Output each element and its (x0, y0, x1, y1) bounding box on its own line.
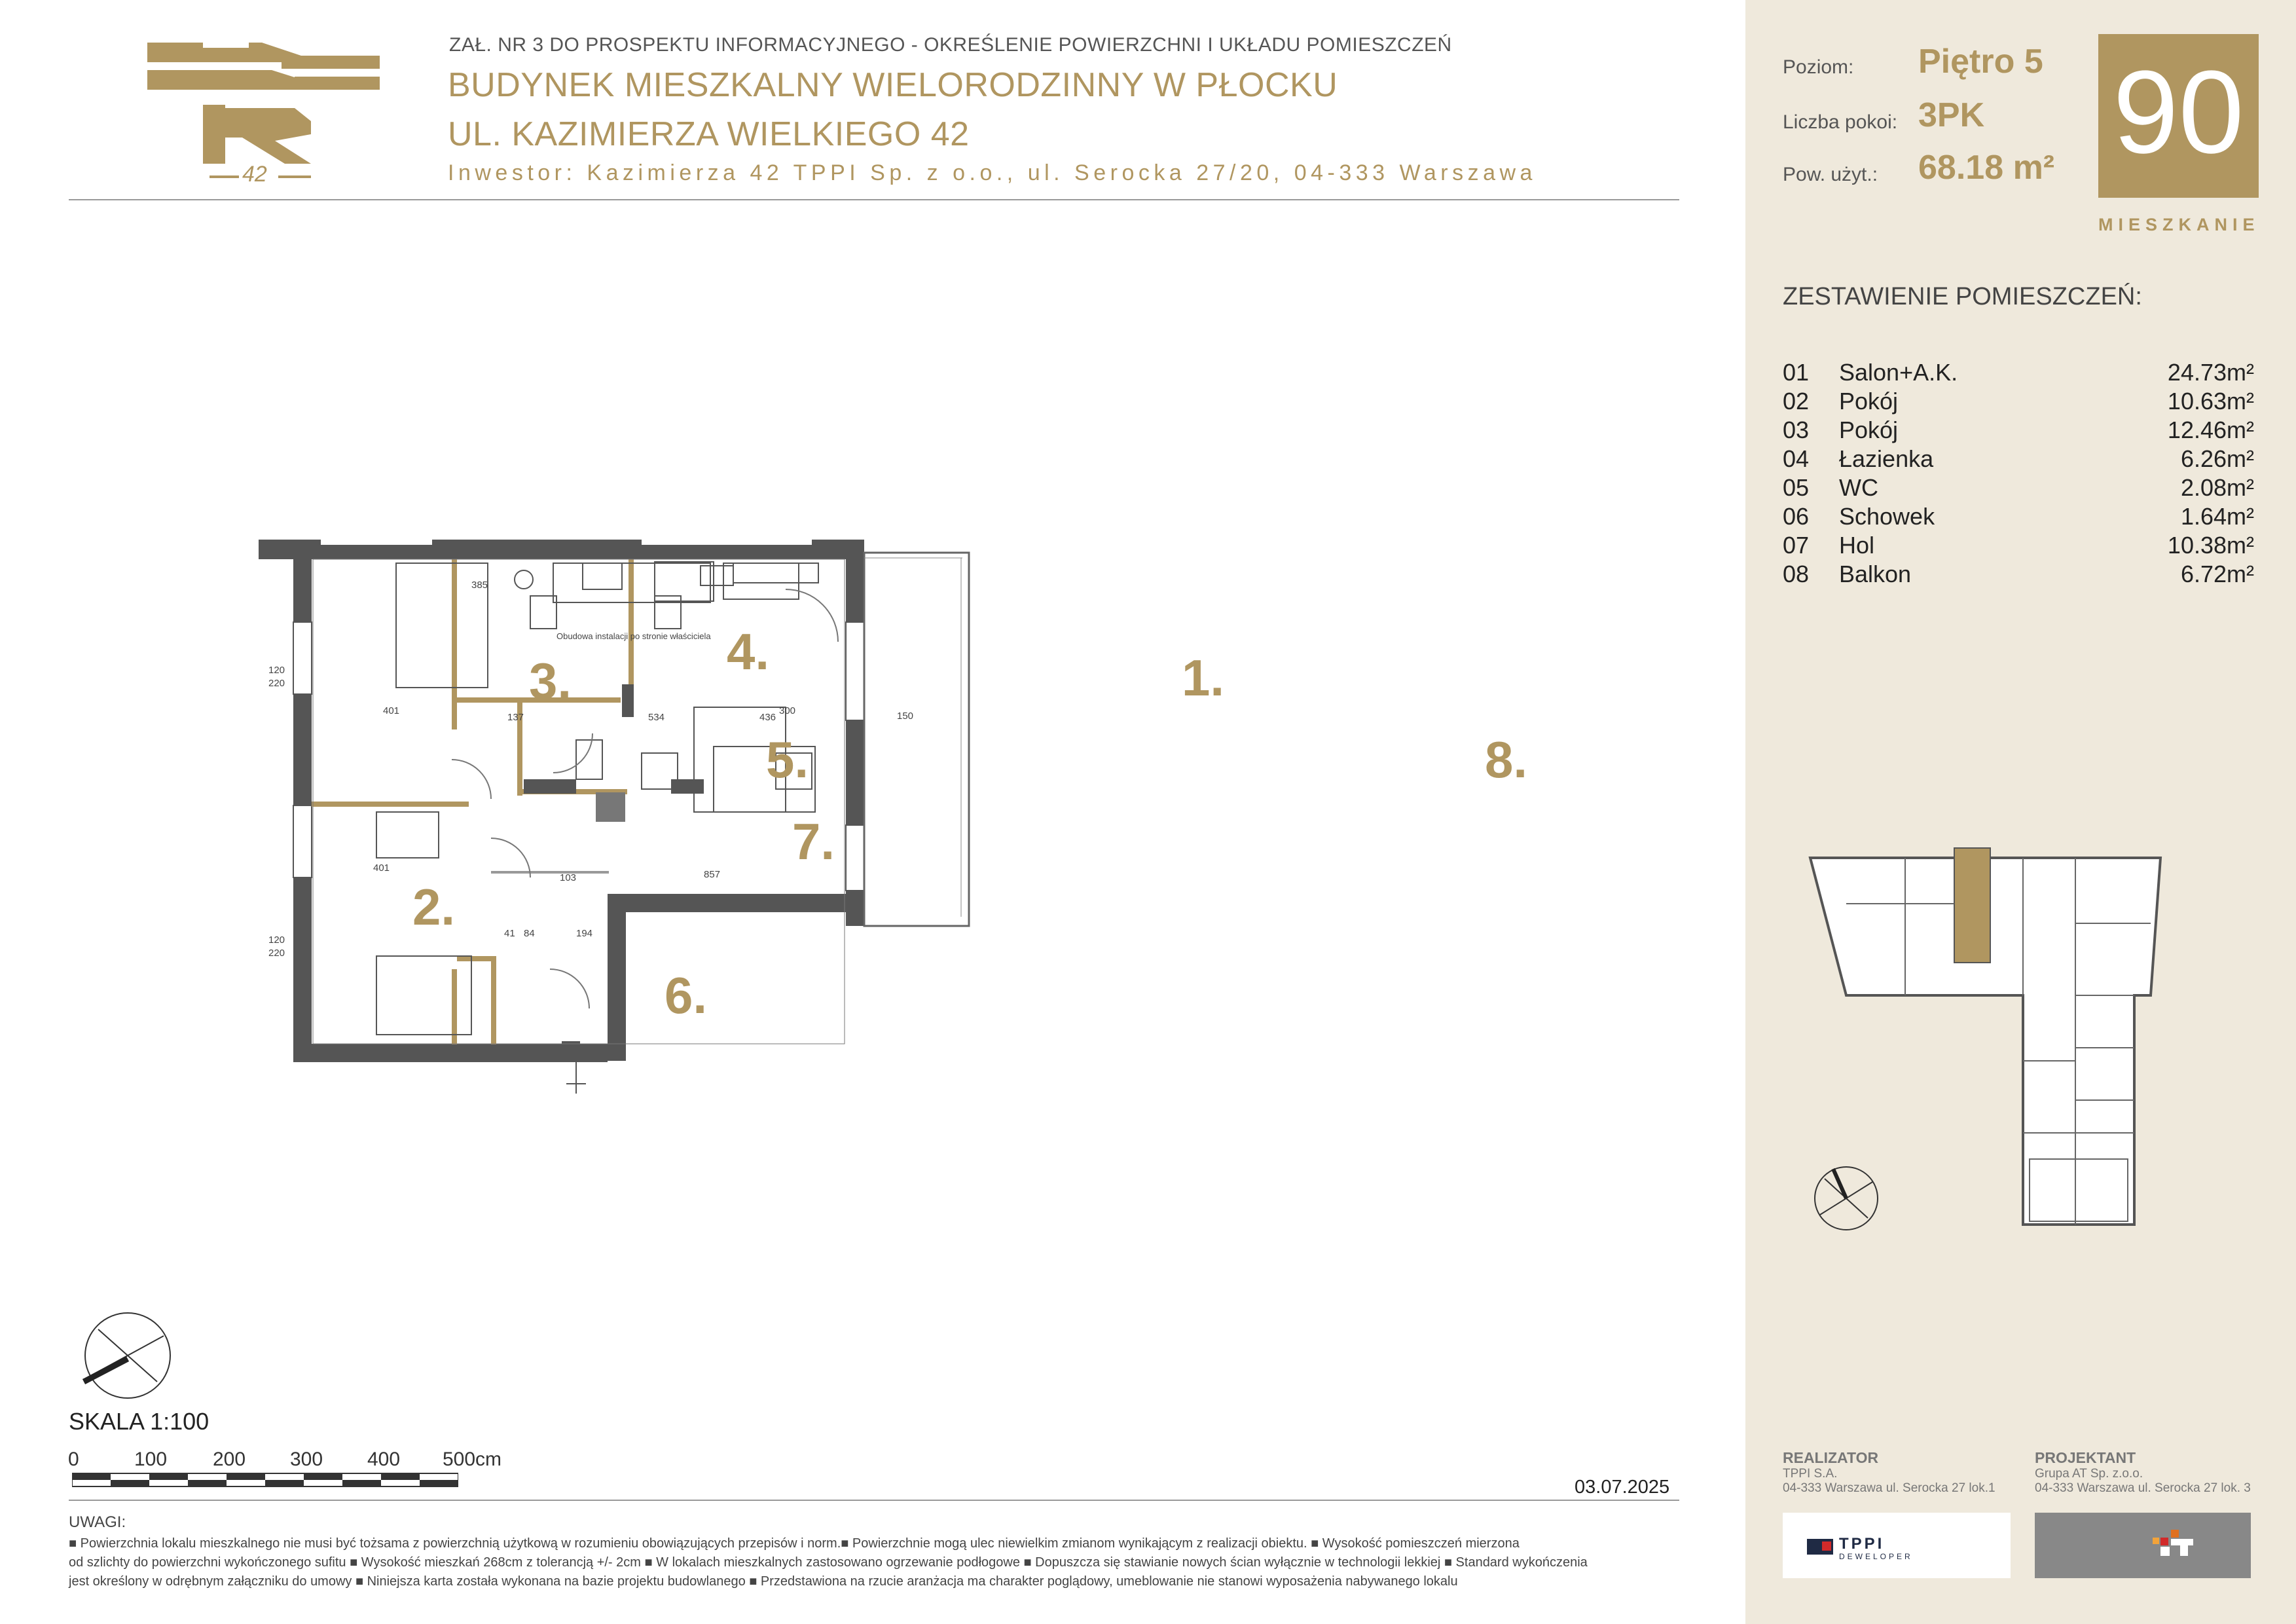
scale-bar (72, 1472, 458, 1488)
plan-label-room-6: 6. (665, 967, 708, 1024)
rooms-title: ZESTAWIENIE POMIESZCZEŃ: (1783, 283, 2142, 310)
scale-tick-300: 300 (290, 1449, 323, 1470)
notes-line-1: ■ Powierzchnia lokalu mieszkalnego nie musi być tożsama z powierzchnią użytkową w rozumieniu obowiązujących przepisów i norm.■ Powierzchnie mogą ulec niewielkim zmianom wynikającym z realizacji obiektu. ■ Wysokość pomieszczeń mierzona (69, 1536, 1520, 1551)
logo (137, 36, 386, 187)
level-label: Poziom: (1783, 56, 1854, 78)
level-value: Piętro 5 (1918, 43, 2043, 81)
svg-text:220: 220 (268, 948, 285, 959)
plan-label-room-7: 7. (792, 813, 835, 870)
area-value: 68.18 m² (1918, 149, 2055, 187)
building-title: BUDYNEK MIESZKALNY WIELORODZINNY W PŁOCKU (448, 66, 1338, 104)
svg-text:137: 137 (507, 712, 524, 723)
sidebar-panel (1745, 0, 2296, 1624)
svg-text:857: 857 (704, 869, 721, 880)
tppi-logo-text: TPPI (1839, 1535, 1885, 1553)
installation-note: Obudowa instalacji po stronie właściciela (556, 631, 711, 641)
room-row-8: 08 Balkon 6.72m² (1783, 561, 2254, 587)
area-label: Pow. użyt.: (1783, 164, 1878, 185)
apartment-number: 90 (2113, 46, 2244, 178)
floor-plan-drawing (236, 524, 982, 1100)
room-row-6: 06 Schowek 1.64m² (1783, 503, 2254, 530)
key-plan-compass (1810, 1162, 1882, 1234)
scale-bar-graphic (72, 1472, 458, 1488)
footer-divider (69, 1500, 1679, 1501)
svg-text:220: 220 (268, 678, 285, 689)
room-row-2: 02 Pokój 10.63m² (1783, 388, 2254, 415)
svg-text:534: 534 (648, 712, 665, 723)
svg-text:436: 436 (759, 712, 776, 723)
scale-tick-200: 200 (213, 1449, 246, 1470)
room-row-1: 01 Salon+A.K. 24.73m² (1783, 359, 2254, 386)
svg-text:194: 194 (576, 928, 593, 939)
realizator-address: 04-333 Warszawa ul. Serocka 27 lok.1 (1783, 1481, 1995, 1495)
room-row-3: 03 Pokój 12.46m² (1783, 416, 2254, 443)
projektant-logo-box (2035, 1513, 2251, 1578)
svg-text:385: 385 (471, 580, 488, 591)
room-row-4: 04 Łazienka 6.26m² (1783, 445, 2254, 472)
document-date: 03.07.2025 (1575, 1477, 1670, 1498)
scale-tick-100: 100 (134, 1449, 168, 1470)
rooms-count-label: Liczba pokoi: (1783, 111, 1898, 133)
street-title: UL. KAZIMIERZA WIELKIEGO 42 (448, 115, 970, 153)
projektant-title: PROJEKTANT (2035, 1449, 2136, 1466)
scale-tick-400: 400 (367, 1449, 401, 1470)
notes-line-3: jest określony w odrębnym załączniku do umowy ■ Niniejsza karta została wykonana na bazie projektu budowlanego ■ Przedstawiona na rzucie aranżacja ma charakter poglądowy, umeblowanie nie stanowi wyposażenia nabywanego lokalu (69, 1574, 1458, 1589)
scale-label: SKALA 1:100 (69, 1408, 210, 1435)
logo-number: 42 (242, 162, 267, 187)
plan-label-room-4: 4. (727, 623, 770, 680)
scale-tick-500: 500cm (443, 1449, 502, 1470)
svg-text:401: 401 (383, 705, 400, 716)
plan-label-room-5: 5. (766, 731, 809, 788)
realizator-name: TPPI S.A. (1783, 1467, 1838, 1481)
north-arrow-small-icon (1810, 1162, 1882, 1234)
tppi-logo-sub: DEWELOPER (1839, 1552, 1913, 1561)
svg-text:120: 120 (268, 934, 285, 946)
plan-label-room-3: 3. (529, 652, 572, 710)
apartment-number-box (2098, 34, 2259, 198)
svg-text:401: 401 (373, 862, 390, 874)
svg-text:300: 300 (779, 705, 796, 716)
floor-plan (236, 524, 982, 1100)
svg-text:41: 41 (504, 928, 515, 939)
north-arrow-icon (79, 1306, 177, 1405)
apartment-caption: MIESZKANIE (2098, 215, 2260, 234)
annex-title: ZAŁ. NR 3 DO PROSPEKTU INFORMACYJNEGO - OKREŚLENIE POWIERZCHNI I UKŁADU POMIESZCZEŃ (449, 34, 1452, 56)
svg-text:84: 84 (524, 928, 535, 939)
svg-text:150: 150 (897, 710, 914, 722)
notes-line-2: od szlichty do powierzchni wykończonego sufitu ■ Wysokość mieszkań 268cm z tolerancją +/- 2cm ■ W lokalach mieszkalnych zastosowano ogrzewanie podłogowe ■ Dopuszcza się stawianie nowych ścian wyłącznie w technologii lekkiej ■ Standard wykończenia (69, 1555, 1588, 1570)
compass (79, 1306, 177, 1405)
tppi-logo-accent (1822, 1541, 1831, 1551)
room-row-5: 05 WC 2.08m² (1783, 474, 2254, 501)
projektant-address: 04-333 Warszawa ul. Serocka 27 lok. 3 (2035, 1481, 2251, 1495)
investor-line: Inwestor: Kazimierza 42 TPPI Sp. z o.o., ul. Serocka 27/20, 04-333 Warszawa (448, 160, 1537, 185)
plan-label-room-2: 2. (412, 878, 456, 936)
realizator-title: REALIZATOR (1783, 1449, 1879, 1466)
svg-text:103: 103 (560, 872, 577, 883)
plan-label-room-1: 1. (1182, 649, 1225, 707)
projektant-name: Grupa AT Sp. z.o.o. (2035, 1467, 2143, 1481)
grupa-at-logo-icon (2035, 1513, 2251, 1578)
header-divider (69, 199, 1679, 200)
scale-tick-0: 0 (68, 1449, 79, 1470)
svg-text:120: 120 (268, 665, 285, 676)
plan-label-room-8: 8. (1485, 731, 1528, 788)
realizator-logo-box (1783, 1513, 2011, 1578)
room-row-7: 07 Hol 10.38m² (1783, 532, 2254, 559)
notes-title: UWAGI: (69, 1513, 126, 1531)
rooms-count-value: 3PK (1918, 96, 1985, 134)
